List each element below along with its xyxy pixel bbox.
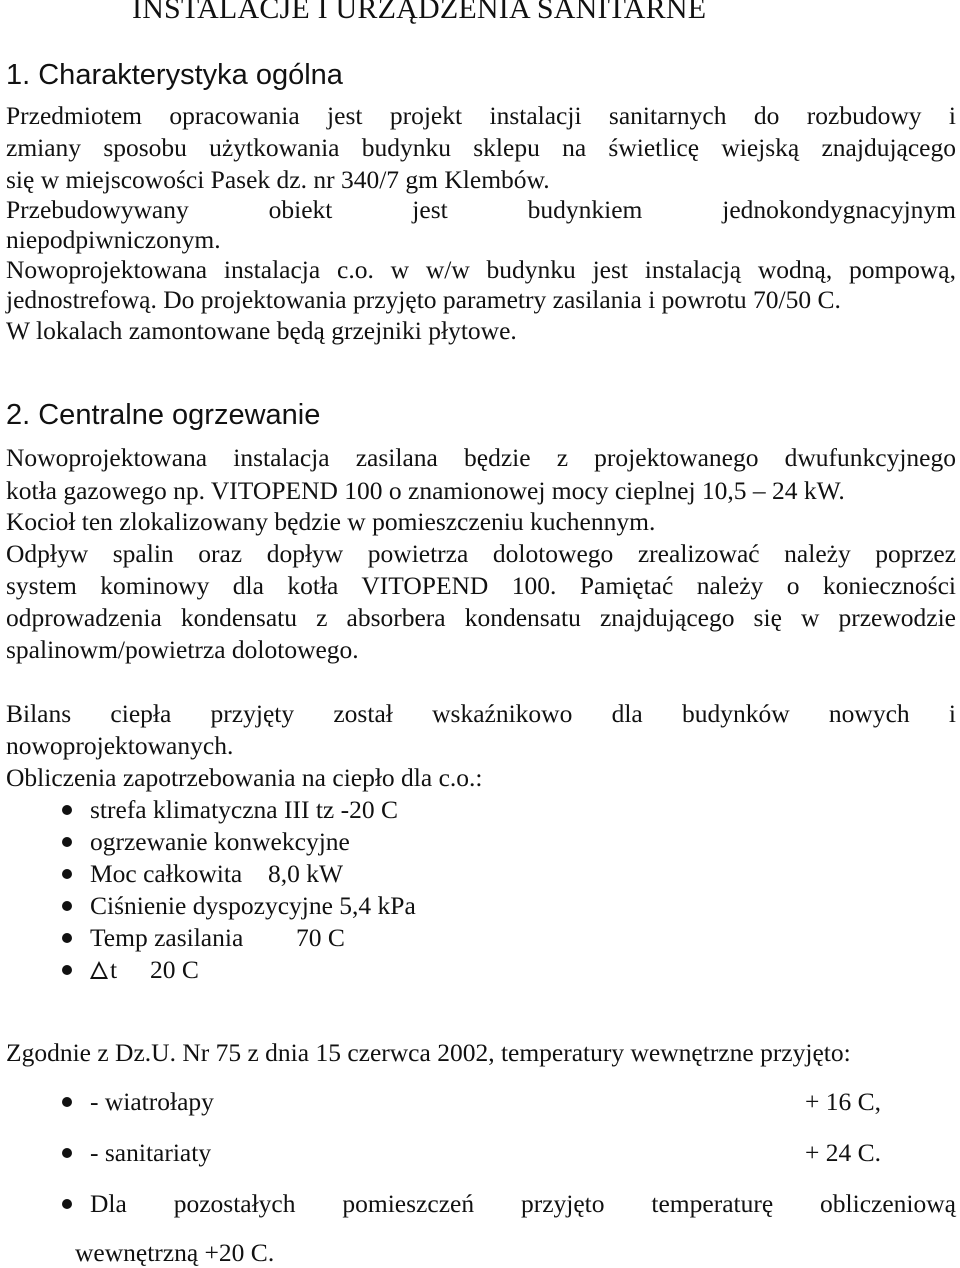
bullet-icon — [62, 901, 72, 911]
heat-param-value: 20 C — [150, 955, 199, 984]
delta-icon — [90, 961, 108, 979]
temp-room-label: - sanitariaty — [90, 1138, 212, 1167]
section-1-heading: 1. Charakterystyka ogólna — [6, 59, 343, 91]
bullet-icon — [62, 1199, 72, 1209]
heat-param-value: 8,0 kW — [268, 859, 344, 888]
temp-room-value: + 16 C, — [805, 1087, 882, 1116]
section-2-line: system kominowy dla kotła VITOPEND 100. Pamiętać należy o konieczności — [6, 571, 956, 600]
page-title: INSTALACJE I URZĄDZENIA SANITARNE — [132, 0, 707, 25]
section-2-line: spalinowm/powietrza dolotowego. — [6, 635, 359, 664]
section-2-line: Odpływ spalin oraz dopływ powietrza dolotowego zrealizować należy poprzez — [6, 539, 956, 568]
temp-room-label: - wiatrołapy — [90, 1087, 214, 1116]
bullet-icon — [62, 805, 72, 815]
heat-param-label: ogrzewanie konwekcyjne — [90, 827, 350, 856]
section-1-line: się w miejscowości Pasek dz. nr 340/7 gm Klembów. — [6, 165, 550, 194]
section-2-line: Kocioł ten zlokalizowany będzie w pomieszczeniu kuchennym. — [6, 507, 656, 536]
section-2-heading: 2. Centralne ogrzewanie — [6, 399, 321, 431]
section-1-line: Nowoprojektowana instalacja c.o. w w/w budynku jest instalacją wodną, pompową, — [6, 255, 956, 284]
bullet-icon — [62, 933, 72, 943]
section-2-line: kotła gazowego np. VITOPEND 100 o znamionowej mocy cieplnej 10,5 – 24 kW. — [6, 476, 845, 505]
bullet-icon — [62, 1097, 72, 1107]
bullet-icon — [62, 1148, 72, 1158]
section-1-line: Przebudowywany obiekt jest budynkiem jednokondygnacyjnym — [6, 195, 956, 224]
section-1-line: Przedmiotem opracowania jest projekt instalacji sanitarnych do rozbudowy i — [6, 101, 956, 130]
bullet-icon — [62, 837, 72, 847]
bullet-icon — [62, 965, 72, 975]
bilans-line: Bilans ciepła przyjęty został wskaźnikowo dla budynków nowych i — [6, 699, 956, 728]
obliczenia-line: Obliczenia zapotrzebowania na ciepło dla c.o.: — [6, 763, 483, 792]
heat-param-label: Ciśnienie dyspozycyjne 5,4 kPa — [90, 891, 416, 920]
last-line: wewnętrzną +20 C. — [75, 1238, 275, 1267]
bullet-icon — [62, 869, 72, 879]
heat-param-label: strefa klimatyczna III tz -20 C — [90, 795, 398, 824]
section-1-line: zmiany sposobu użytkowania budynku sklepu na świetlicę wiejską znajdującego — [6, 133, 956, 162]
section-1-line: niepodpiwniczonym. — [6, 225, 221, 254]
section-1-line: jednostrefową. Do projektowania przyjęto parametry zasilania i powrotu 70/50 C. — [6, 285, 841, 314]
temp-room-value: + 24 C. — [805, 1138, 882, 1167]
last-line: Dla pozostałych pomieszczeń przyjęto temperaturę obliczeniową — [90, 1189, 956, 1218]
section-1-line: W lokalach zamontowane będą grzejniki płytowe. — [6, 316, 517, 345]
zgodnie-line: Zgodnie z Dz.U. Nr 75 z dnia 15 czerwca 2002, temperatury wewnętrzne przyjęto: — [6, 1038, 851, 1067]
bilans-line: nowoprojektowanych. — [6, 731, 234, 760]
heat-param-label: t — [110, 955, 118, 984]
section-2-line: odprowadzenia kondensatu z absorbera kondensatu znajdującego się w przewodzie — [6, 603, 956, 632]
heat-param-label: Temp zasilania — [90, 923, 244, 952]
heat-param-value: 70 C — [296, 923, 345, 952]
heat-param-label: Moc całkowita — [90, 859, 243, 888]
section-2-line: Nowoprojektowana instalacja zasilana będzie z projektowanego dwufunkcyjnego — [6, 443, 956, 472]
